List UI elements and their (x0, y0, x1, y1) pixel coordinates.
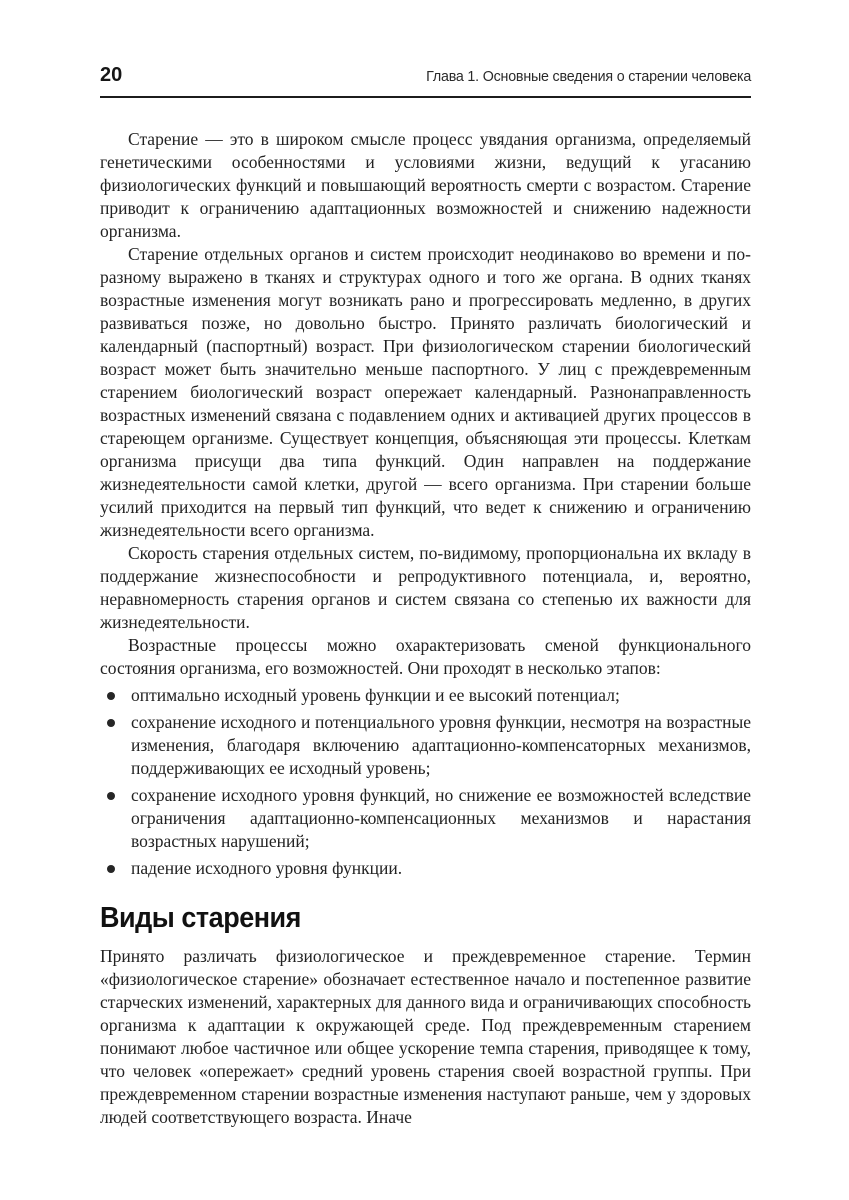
paragraph-aging-definition: Старение — это в широком смысле процесс увядания организма, определяемый генетическими особенностями и условиями жизни, ведущий к угасанию физиологических функций и повышающий вероятность смерти с возрастом. Старение приводит к ограничению адаптационных возможностей и снижению надежности организма. (100, 129, 751, 241)
list-item (100, 857, 751, 880)
page-body (100, 128, 751, 1129)
page-header (100, 0, 751, 87)
page-number: 20 (100, 64, 123, 86)
section-heading (100, 902, 751, 934)
paragraph-aging-rate: Скорость старения отдельных систем, по-видимому, пропорциональна их вкладу в поддержание жизнеспособности и репродуктивного потенциала, и, вероятно, неравномерность старения органов и систем связана со степенью их важности для жизнедеятельности. (100, 543, 751, 632)
list-item-text: сохранение исходного уровня функций, но снижение ее возможностей вследствие ограничения адаптационно-компенсационных механизмов и нарастания возрастных нарушений; (131, 785, 751, 851)
section-heading-text: Виды старения (100, 902, 301, 934)
list-item (100, 784, 751, 853)
bullet-icon (107, 692, 115, 700)
paragraph-organ-aging: Старение отдельных органов и систем происходит неодинаково во времени и по-разному выражено в тканях и структурах одного и того же органа. В одних тканях возрастные изменения могут возникать рано и прогрессировать медленно, в других развиваться позже, но довольно быстро. Принято различать биологический и календарный (паспортный) возраст. При физиологическом старении биологический возраст может быть значительно меньше паспортного. У лиц с преждевременным старением биологический возраст опережает календарный. Разнонаправленность возрастных изменений связана с подавлением одних и активацией других процессов в стареющем организме. Существует концепция, объясняющая эти процессы. Клеткам организма присущи два типа функций. Один направлен на поддержание жизнедеятельности самой клетки, другой — всего организма. При старении больше усилий приходится на первый тип функций, что ведет к снижению и ограничению жизнедеятельности всего организма. (100, 244, 751, 540)
bullet-icon (107, 865, 115, 873)
running-head: Глава 1. Основные сведения о старении человека (425, 68, 751, 85)
list-item-text: оптимально исходный уровень функции и ее высокий потенциал; (131, 685, 620, 705)
section-paragraph: Принято различать физиологическое и преждевременное старение. Термин «физиологическое старение» обозначает естественное начало и постепенное развитие старческих изменений, характерных для данного вида и ограничивающих способность организма к адаптации к окружающей среде. Под преждевременным старением понимают любое частичное или общее ускорение темпа старения, приводящее к тому, что человек «опережает» средний уровень старения своей возрастной группы. При преждевременном старении возрастные изменения наступают раньше, чем у здоровых людей соответствующего возраста. Иначе (100, 946, 751, 1127)
list-item (100, 684, 751, 707)
stages-list (100, 684, 751, 880)
header-rule (100, 96, 751, 98)
list-item-text: падение исходного уровня функции. (131, 858, 403, 878)
paragraph-stages-intro: Возрастные процессы можно охарактеризовать сменой функционального состояния организма, его возможностей. Они проходят в несколько этапов: (100, 635, 751, 678)
list-item-text: сохранение исходного и потенциального уровня функции, несмотря на возрастные изменения, благодаря включению адаптационно-компенсаторных механизмов, поддерживающих ее исходный уровень; (131, 712, 751, 778)
text-column (100, 0, 751, 1129)
bullet-icon (107, 792, 115, 800)
bullet-icon (107, 719, 115, 727)
list-item (100, 711, 751, 780)
